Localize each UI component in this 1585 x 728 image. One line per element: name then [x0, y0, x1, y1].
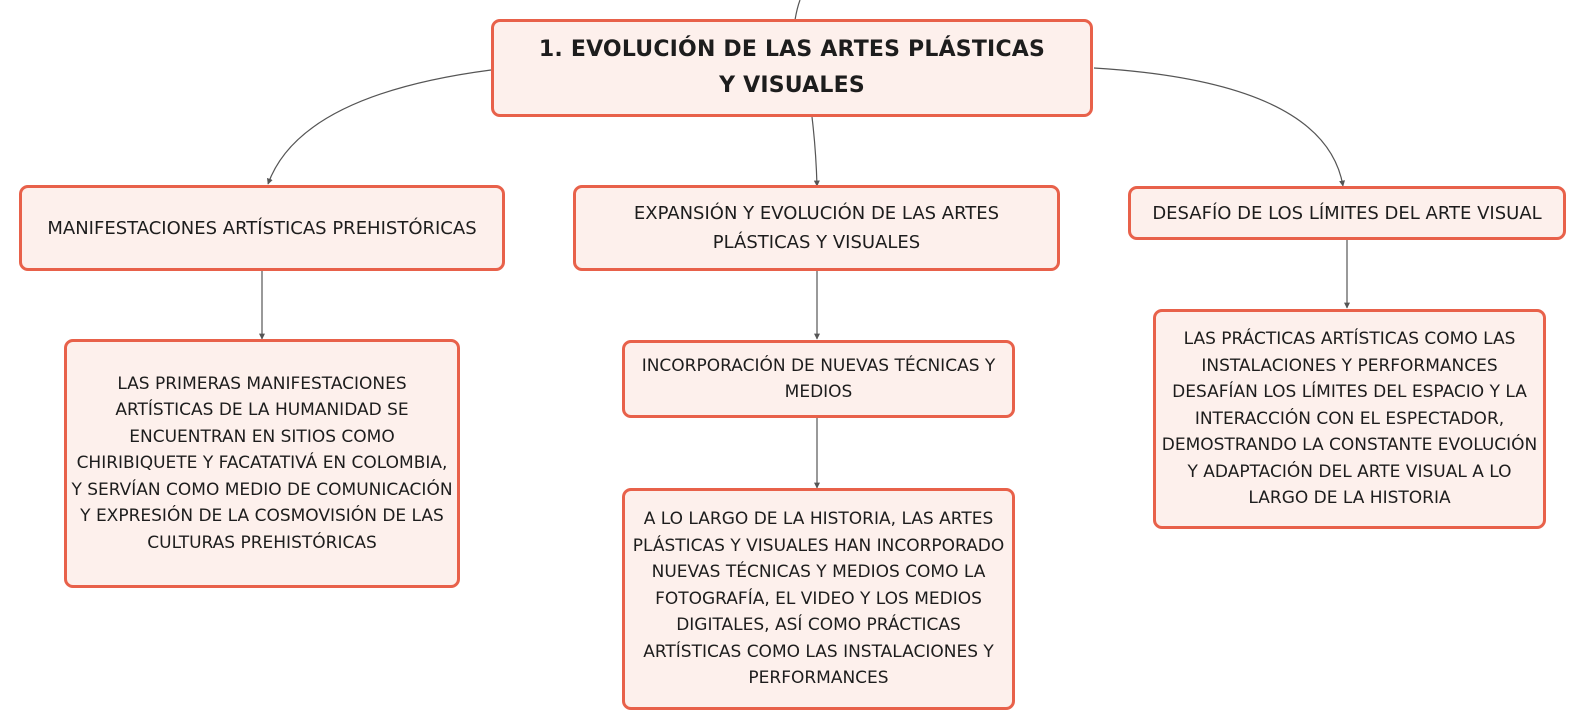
branch-node-limits[interactable] [1128, 186, 1566, 240]
root-topic-label: 1. EVOLUCIÓN DE LAS ARTES PLÁSTICAS Y VISUALES [538, 37, 1046, 98]
connector-parent-root [795, 0, 800, 20]
branch-node-expansion[interactable] [573, 185, 1060, 271]
connector-root-branch-2 [812, 117, 817, 186]
subtopic-text-prehistoric-detail: LAS PRIMERAS MANIFESTACIONES ARTÍSTICAS DE LA HUMANIDAD SE ENCUENTRAN EN SITIOS COMO CHIRIBIQUETE Y FACATATIVÁ EN COLOMBIA, Y SERVÍAN COMO MEDIO DE COMUNICACIÓN Y EXPRESIÓN DE LA COSMOVISIÓN DE LAS CULTURAS PREHISTÓRICAS [71, 373, 453, 553]
connector-root-branch-3 [1094, 68, 1343, 186]
subtopic-node-limits-detail[interactable] [1153, 309, 1546, 529]
branch-node-prehistoric[interactable] [19, 185, 505, 271]
root-topic-node[interactable] [491, 19, 1093, 117]
branch-label-prehistoric: MANIFESTACIONES ARTÍSTICAS PREHISTÓRICAS [47, 217, 477, 239]
branch-label-limits: DESAFÍO DE LOS LÍMITES DEL ARTE VISUAL [1152, 202, 1542, 224]
subtopic-node-history-detail[interactable] [622, 488, 1015, 710]
subtopic-text-new-techniques: INCORPORACIÓN DE NUEVAS TÉCNICAS Y MEDIOS [641, 355, 996, 402]
branch-label-expansion: EXPANSIÓN Y EVOLUCIÓN DE LAS ARTES PLÁSTICAS Y VISUALES [633, 203, 1000, 253]
subtopic-node-new-techniques[interactable] [622, 340, 1015, 418]
connector-root-branch-1 [268, 70, 491, 184]
subtopic-text-history-detail: A LO LARGO DE LA HISTORIA, LAS ARTES PLÁSTICAS Y VISUALES HAN INCORPORADO NUEVAS TÉCNICAS Y MEDIOS COMO LA FOTOGRAFÍA, EL VIDEO Y LOS MEDIOS DIGITALES, ASÍ COMO PRÁCTICAS ARTÍSTICAS COMO LAS INSTALACIONES Y PERFORMANCES [632, 509, 1005, 689]
subtopic-text-limits-detail: LAS PRÁCTICAS ARTÍSTICAS COMO LAS INSTALACIONES Y PERFORMANCES DESAFÍAN LOS LÍMITES DEL ESPACIO Y LA INTERACCIÓN CON EL ESPECTADOR, DEMOSTRANDO LA CONSTANTE EVOLUCIÓN Y ADAPTACIÓN DEL ARTE VISUAL A LO LARGO DE LA HISTORIA [1161, 329, 1538, 509]
subtopic-node-prehistoric-detail[interactable] [64, 339, 460, 588]
